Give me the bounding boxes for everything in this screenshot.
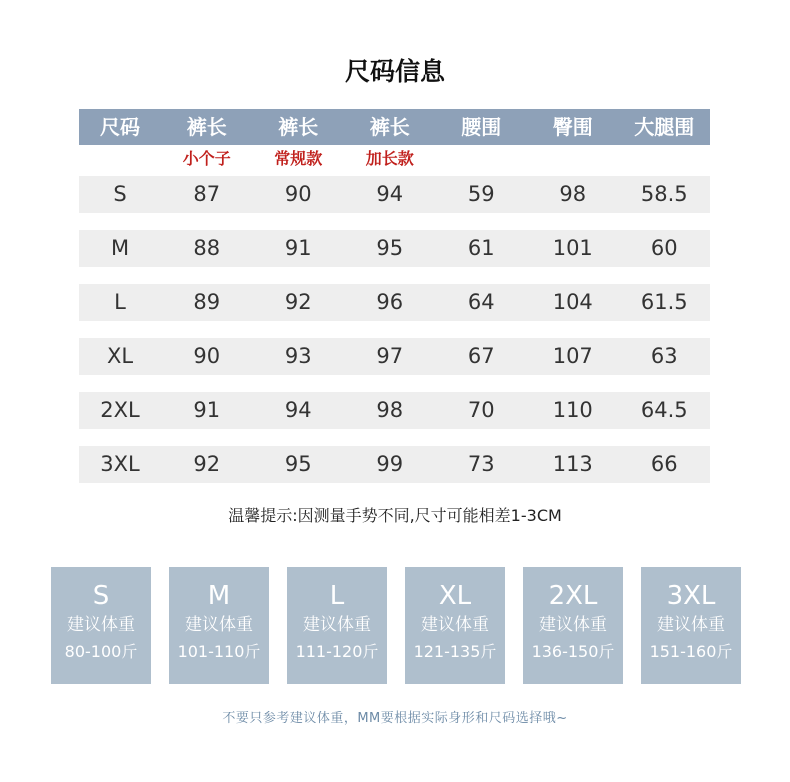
card-label: 建议体重 xyxy=(539,615,607,635)
card-range: 151-160斤 xyxy=(649,642,733,661)
table-cell: 92 xyxy=(193,452,221,476)
table-cell: 92 xyxy=(284,290,312,314)
table-row xyxy=(79,338,710,375)
weight-card-m xyxy=(169,567,269,684)
card-range: 121-135斤 xyxy=(413,642,497,661)
table-cell: XL xyxy=(106,344,134,368)
table-cell: 70 xyxy=(467,398,495,422)
header-length-long: 裤长 xyxy=(369,115,410,139)
table-cell: 93 xyxy=(284,344,312,368)
weight-cards xyxy=(51,567,741,684)
card-size: XL xyxy=(438,581,472,611)
table-cell: 58.5 xyxy=(640,182,688,206)
table-cell: 97 xyxy=(376,344,404,368)
table-row xyxy=(79,230,710,267)
table-cell: 88 xyxy=(193,236,221,260)
table-cell: 61.5 xyxy=(640,290,688,314)
table-cell: 99 xyxy=(376,452,404,476)
table-row xyxy=(79,392,710,429)
footer-note: 不要只参考建议体重，MM要根据实际身形和尺码选择哦~ xyxy=(222,711,568,726)
table-row xyxy=(79,176,710,213)
header-waist: 腰围 xyxy=(461,115,502,139)
table-cell: 90 xyxy=(284,182,312,206)
table-cell: 73 xyxy=(467,452,495,476)
table-cell: 95 xyxy=(284,452,312,476)
header-length-petite: 裤长 xyxy=(186,115,227,139)
subheader-regular: 常规款 xyxy=(274,149,323,168)
card-size: M xyxy=(207,581,231,611)
table-cell: S xyxy=(113,182,127,206)
table-cell: M xyxy=(110,236,130,260)
table-row xyxy=(79,284,710,321)
subheader-cell xyxy=(436,146,528,174)
card-range: 111-120斤 xyxy=(295,642,379,661)
page-title: 尺码信息 xyxy=(344,57,445,86)
table-header xyxy=(79,109,710,145)
table-cell: 113 xyxy=(552,452,593,476)
table-row xyxy=(79,446,710,483)
table-cell: 60 xyxy=(650,236,678,260)
weight-card-2xl xyxy=(523,567,623,684)
card-range: 136-150斤 xyxy=(531,642,615,661)
card-size: S xyxy=(92,581,110,611)
table-cell: L xyxy=(114,290,126,314)
weight-card-3xl xyxy=(641,567,741,684)
weight-card-l xyxy=(287,567,387,684)
table-cell: 59 xyxy=(467,182,495,206)
card-range: 101-110斤 xyxy=(177,642,261,661)
table-cell: 2XL xyxy=(100,398,140,422)
card-label: 建议体重 xyxy=(421,615,489,635)
measurement-tip: 温馨提示:因测量手势不同,尺寸可能相差1-3CM xyxy=(228,506,562,525)
card-label: 建议体重 xyxy=(185,615,253,635)
table-cell: 61 xyxy=(467,236,495,260)
table-cell: 90 xyxy=(193,344,221,368)
subheader-petite: 小个子 xyxy=(182,149,231,168)
weight-card-s xyxy=(51,567,151,684)
table-cell: 107 xyxy=(552,344,593,368)
table-cell: 66 xyxy=(650,452,678,476)
subheader-cell xyxy=(619,146,711,174)
table-cell: 67 xyxy=(467,344,495,368)
table-cell: 96 xyxy=(376,290,404,314)
subheader-cell xyxy=(79,146,161,174)
table-cell: 87 xyxy=(193,182,221,206)
table-cell: 63 xyxy=(650,344,678,368)
table-cell: 101 xyxy=(552,236,593,260)
card-size: L xyxy=(329,581,345,611)
card-label: 建议体重 xyxy=(657,615,725,635)
table-cell: 104 xyxy=(552,290,593,314)
card-label: 建议体重 xyxy=(303,615,371,635)
subheader-long: 加长款 xyxy=(365,149,414,168)
table-cell: 89 xyxy=(193,290,221,314)
card-label: 建议体重 xyxy=(67,615,135,635)
table-cell: 91 xyxy=(284,236,312,260)
table-cell: 94 xyxy=(284,398,312,422)
header-thigh: 大腿围 xyxy=(634,115,695,139)
card-size: 3XL xyxy=(666,581,716,611)
card-range: 80-100斤 xyxy=(64,642,138,661)
header-length-regular: 裤长 xyxy=(278,115,319,139)
table-cell: 3XL xyxy=(100,452,140,476)
subheader-cell xyxy=(527,146,619,174)
table-cell: 64 xyxy=(467,290,495,314)
table-cell: 94 xyxy=(376,182,404,206)
table-subheader xyxy=(79,146,710,174)
header-size: 尺码 xyxy=(100,115,140,139)
weight-card-xl xyxy=(405,567,505,684)
table-cell: 98 xyxy=(559,182,587,206)
table-cell: 64.5 xyxy=(640,398,688,422)
header-hip: 臀围 xyxy=(552,115,593,139)
table-cell: 91 xyxy=(193,398,221,422)
table-cell: 95 xyxy=(376,236,404,260)
table-cell: 110 xyxy=(552,398,593,422)
card-size: 2XL xyxy=(548,581,598,611)
table-cell: 98 xyxy=(376,398,404,422)
